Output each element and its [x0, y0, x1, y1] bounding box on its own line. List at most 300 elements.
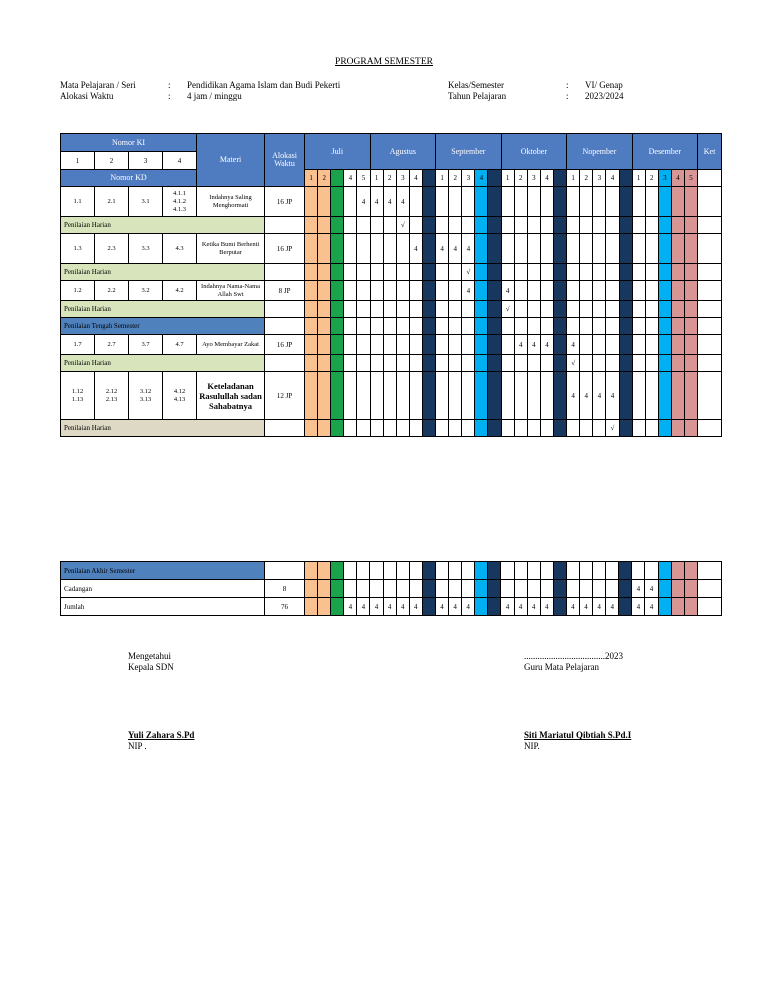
week-cell	[475, 318, 488, 335]
week-cell	[475, 187, 488, 217]
week-cell	[671, 217, 684, 234]
week-cell	[632, 187, 645, 217]
ket-cell	[698, 170, 722, 187]
week-cell	[554, 301, 567, 318]
week-cell	[331, 355, 344, 372]
week-number: 5	[357, 170, 370, 187]
week-cell	[658, 318, 671, 335]
week-cell	[619, 598, 632, 616]
week-number	[554, 170, 567, 187]
week-cell	[501, 420, 514, 437]
week-cell	[527, 372, 540, 420]
week-cell	[344, 318, 357, 335]
week-cell	[645, 420, 658, 437]
week-cell: 4	[357, 187, 370, 217]
week-number: 4	[540, 170, 553, 187]
week-cell	[580, 335, 593, 355]
table-row	[61, 234, 722, 264]
week-cell	[501, 562, 514, 580]
week-cell	[567, 281, 580, 301]
materi-cell: Ayo Membayar Zakat	[197, 335, 265, 355]
ket-cell	[698, 187, 722, 217]
week-cell	[580, 264, 593, 281]
week-cell: 4	[566, 598, 579, 616]
week-cell	[318, 372, 331, 420]
week-cell	[318, 580, 331, 598]
week-cell	[632, 372, 645, 420]
week-cell	[684, 318, 697, 335]
week-cell	[540, 281, 553, 301]
week-cell	[422, 301, 435, 318]
week-cell: 4	[632, 580, 645, 598]
week-number: 1	[567, 170, 580, 187]
week-cell	[514, 264, 527, 281]
week-cell	[527, 355, 540, 372]
week-cell	[488, 318, 501, 335]
week-cell	[540, 217, 553, 234]
week-cell	[684, 301, 697, 318]
week-cell	[684, 234, 697, 264]
week-cell	[606, 301, 619, 318]
week-cell	[357, 301, 370, 318]
week-cell	[619, 580, 632, 598]
week-cell	[658, 335, 671, 355]
week-cell	[318, 355, 331, 372]
week-cell	[554, 318, 567, 335]
week-cell	[370, 420, 383, 437]
subject-label: Mata Pelajaran / Seri	[60, 80, 136, 90]
week-cell: 4	[462, 234, 475, 264]
week-cell	[383, 217, 396, 234]
table-row	[61, 318, 722, 335]
alokasi-cell	[265, 355, 305, 372]
table-row	[61, 301, 722, 318]
week-cell	[645, 234, 658, 264]
week-cell	[357, 420, 370, 437]
week-number: 4	[344, 170, 357, 187]
week-cell	[475, 234, 488, 264]
week-cell: 4	[593, 598, 606, 616]
week-cell	[554, 335, 567, 355]
week-number: 1	[436, 170, 449, 187]
week-cell	[305, 264, 318, 281]
week-cell	[370, 264, 383, 281]
week-cell	[331, 598, 344, 616]
week-cell	[645, 217, 658, 234]
week-cell	[396, 580, 409, 598]
kd-cell: 1.7	[61, 335, 95, 355]
week-cell	[540, 420, 553, 437]
week-cell	[553, 598, 566, 616]
week-cell	[527, 301, 540, 318]
week-cell: 4	[593, 372, 606, 420]
week-cell	[593, 187, 606, 217]
week-cell	[488, 355, 501, 372]
week-cell	[357, 335, 370, 355]
time-label: Alokasi Waktu	[60, 91, 114, 101]
week-cell	[554, 355, 567, 372]
week-cell	[409, 264, 422, 281]
week-cell	[645, 318, 658, 335]
week-cell	[331, 335, 344, 355]
week-cell: 4	[370, 187, 383, 217]
week-cell	[619, 301, 632, 318]
kd-cell: 1.3	[61, 234, 95, 264]
week-cell	[318, 187, 331, 217]
week-cell	[305, 234, 318, 264]
week-number: 3	[396, 170, 409, 187]
week-cell	[331, 420, 344, 437]
kd-cell: 2.1	[95, 187, 129, 217]
week-cell	[671, 234, 684, 264]
table-row	[61, 187, 722, 217]
week-cell	[488, 264, 501, 281]
week-cell	[357, 264, 370, 281]
week-cell	[344, 301, 357, 318]
kd-cell: 2.3	[95, 234, 129, 264]
week-cell	[396, 234, 409, 264]
week-cell: 4	[645, 580, 658, 598]
week-cell	[671, 580, 684, 598]
week-number: 5	[684, 170, 697, 187]
kd-cell: 1.1	[61, 187, 95, 217]
week-cell	[436, 281, 449, 301]
week-cell	[488, 301, 501, 318]
week-cell	[540, 301, 553, 318]
alokasi-header: Alokasi Waktu	[265, 134, 305, 187]
assessment-label: Penilaian Harian	[61, 420, 265, 437]
week-cell	[370, 281, 383, 301]
week-cell	[501, 234, 514, 264]
week-cell	[383, 420, 396, 437]
week-cell: 4	[514, 335, 527, 355]
week-cell	[462, 217, 475, 234]
week-cell	[684, 264, 697, 281]
week-cell	[422, 598, 435, 616]
week-cell	[449, 372, 462, 420]
week-number: 2	[383, 170, 396, 187]
table-row	[61, 335, 722, 355]
summary-label: Penilaian Akhir Semester	[61, 562, 265, 580]
week-cell	[619, 355, 632, 372]
week-cell: 4	[540, 598, 553, 616]
week-cell	[409, 301, 422, 318]
week-cell	[514, 562, 527, 580]
kd-cell: 3.12 3.13	[129, 372, 163, 420]
week-cell: 4	[396, 187, 409, 217]
week-cell	[527, 234, 540, 264]
week-cell: 4	[383, 598, 396, 616]
week-cell	[580, 217, 593, 234]
week-cell	[566, 580, 579, 598]
week-cell	[344, 264, 357, 281]
week-cell	[684, 187, 697, 217]
week-cell: 4	[462, 281, 475, 301]
sign-left-name: Yuli Zahara S.Pd	[128, 730, 195, 740]
week-cell: 4	[462, 598, 475, 616]
week-cell: 4	[396, 598, 409, 616]
week-cell	[671, 187, 684, 217]
week-cell: √	[567, 355, 580, 372]
week-cell	[527, 318, 540, 335]
kd-cell: 3.1	[129, 187, 163, 217]
month-header: Oktober	[501, 134, 567, 170]
week-cell	[370, 217, 383, 234]
week-cell	[593, 335, 606, 355]
week-cell	[527, 562, 540, 580]
week-cell	[527, 580, 540, 598]
week-cell: 4	[436, 234, 449, 264]
week-cell	[684, 217, 697, 234]
week-cell	[658, 301, 671, 318]
ki-number: 2	[95, 152, 129, 170]
week-cell	[370, 301, 383, 318]
week-cell	[645, 264, 658, 281]
alokasi-cell	[265, 318, 305, 335]
week-number: 2	[514, 170, 527, 187]
week-cell: √	[501, 301, 514, 318]
week-cell	[606, 234, 619, 264]
week-cell	[593, 234, 606, 264]
week-cell	[645, 301, 658, 318]
sign-right-name: Siti Mariatul Qibtiah S.Pd.I	[524, 730, 632, 740]
week-cell	[671, 264, 684, 281]
week-cell	[632, 264, 645, 281]
week-cell	[370, 318, 383, 335]
week-cell	[409, 318, 422, 335]
week-cell	[383, 281, 396, 301]
week-cell	[396, 562, 409, 580]
week-cell	[658, 281, 671, 301]
week-number	[619, 170, 632, 187]
week-cell	[396, 335, 409, 355]
ket-cell	[698, 281, 722, 301]
week-cell	[606, 281, 619, 301]
week-cell: 4	[567, 372, 580, 420]
week-number: 4	[475, 170, 488, 187]
week-cell	[632, 355, 645, 372]
kd-cell: 2.12 2.13	[95, 372, 129, 420]
week-cell	[658, 598, 671, 616]
week-cell	[383, 562, 396, 580]
week-cell	[671, 598, 684, 616]
week-cell	[383, 335, 396, 355]
week-cell	[449, 301, 462, 318]
week-cell	[436, 335, 449, 355]
week-cell	[436, 217, 449, 234]
week-cell	[554, 187, 567, 217]
week-cell	[383, 355, 396, 372]
alokasi-cell: 12 JP	[265, 372, 305, 420]
week-cell: 4	[370, 598, 383, 616]
week-cell: 4	[606, 372, 619, 420]
week-cell	[684, 598, 697, 616]
week-cell	[632, 562, 645, 580]
alokasi-cell: 16 JP	[265, 234, 305, 264]
page-title: PROGRAM SEMESTER	[335, 57, 433, 67]
week-cell: √	[606, 420, 619, 437]
week-cell	[684, 420, 697, 437]
week-cell	[449, 318, 462, 335]
week-cell	[409, 281, 422, 301]
week-cell	[619, 562, 632, 580]
week-cell	[567, 264, 580, 281]
table-row	[61, 281, 722, 301]
assessment-label: Penilaian Harian	[61, 264, 265, 281]
week-cell	[684, 281, 697, 301]
week-cell	[580, 420, 593, 437]
week-cell	[462, 372, 475, 420]
week-cell	[501, 580, 514, 598]
week-cell: 4	[344, 598, 357, 616]
week-cell	[684, 355, 697, 372]
week-cell	[396, 281, 409, 301]
week-cell	[305, 318, 318, 335]
week-cell	[671, 335, 684, 355]
week-cell	[514, 355, 527, 372]
kd-cell: 1.12 1.13	[61, 372, 95, 420]
year-label: Tahun Pelajaran	[448, 91, 507, 101]
week-cell	[658, 372, 671, 420]
week-cell	[318, 420, 331, 437]
week-cell	[449, 355, 462, 372]
ket-cell	[698, 217, 722, 234]
week-cell	[331, 372, 344, 420]
week-cell	[658, 562, 671, 580]
week-cell	[422, 318, 435, 335]
week-cell	[658, 234, 671, 264]
week-cell	[501, 318, 514, 335]
week-cell	[488, 598, 501, 616]
week-cell	[658, 187, 671, 217]
week-cell	[671, 562, 684, 580]
kd-cell: 4.12 4.13	[163, 372, 197, 420]
week-cell	[593, 355, 606, 372]
summary-table	[60, 561, 722, 616]
week-cell: 4	[645, 598, 658, 616]
week-number	[488, 170, 501, 187]
week-cell	[488, 335, 501, 355]
week-cell	[540, 234, 553, 264]
week-cell	[370, 580, 383, 598]
ket-cell	[698, 318, 722, 335]
week-number: 2	[645, 170, 658, 187]
week-cell	[305, 187, 318, 217]
week-cell	[422, 217, 435, 234]
week-cell	[488, 580, 501, 598]
week-cell	[449, 420, 462, 437]
materi-header: Materi	[197, 134, 265, 187]
week-cell	[370, 355, 383, 372]
week-cell	[409, 580, 422, 598]
week-cell	[475, 562, 488, 580]
week-cell	[501, 264, 514, 281]
week-cell	[606, 318, 619, 335]
week-cell	[632, 420, 645, 437]
week-cell	[318, 562, 331, 580]
week-cell	[475, 301, 488, 318]
week-cell	[632, 335, 645, 355]
week-cell	[632, 301, 645, 318]
week-cell	[527, 420, 540, 437]
week-cell	[527, 281, 540, 301]
week-cell	[305, 217, 318, 234]
week-cell	[567, 301, 580, 318]
week-cell	[422, 234, 435, 264]
week-cell	[383, 318, 396, 335]
week-cell	[671, 372, 684, 420]
week-cell	[540, 372, 553, 420]
week-cell	[475, 335, 488, 355]
week-cell	[449, 281, 462, 301]
week-cell	[514, 217, 527, 234]
week-cell	[671, 281, 684, 301]
week-cell	[684, 562, 697, 580]
week-cell	[462, 420, 475, 437]
week-cell	[422, 264, 435, 281]
kd-cell: 2.2	[95, 281, 129, 301]
kd-cell: 2.7	[95, 335, 129, 355]
week-cell	[409, 217, 422, 234]
week-cell: 4	[501, 598, 514, 616]
alokasi-cell	[265, 217, 305, 234]
week-cell	[305, 562, 318, 580]
materi-cell: Ketika Bumi Berhenti Berputar	[197, 234, 265, 264]
summary-label: Cadangan	[61, 580, 265, 598]
week-cell	[540, 187, 553, 217]
week-number: 3	[527, 170, 540, 187]
ket-cell	[698, 420, 722, 437]
summary-label: Jumlah	[61, 598, 265, 616]
week-cell	[632, 234, 645, 264]
week-number: 3	[462, 170, 475, 187]
week-cell: 4	[514, 598, 527, 616]
week-cell	[501, 355, 514, 372]
week-cell	[331, 318, 344, 335]
week-cell	[554, 264, 567, 281]
week-cell: √	[462, 264, 475, 281]
week-cell	[357, 580, 370, 598]
week-cell	[475, 264, 488, 281]
week-cell: 4	[567, 335, 580, 355]
week-cell	[488, 562, 501, 580]
week-cell	[344, 281, 357, 301]
week-cell	[422, 355, 435, 372]
week-cell	[396, 372, 409, 420]
class-value: VI/ Genap	[585, 80, 623, 90]
week-cell	[671, 420, 684, 437]
week-cell	[305, 420, 318, 437]
week-cell	[305, 355, 318, 372]
alokasi-cell: 76	[265, 598, 305, 616]
week-cell	[344, 335, 357, 355]
sign-left-line2: Kepala SDN	[128, 662, 174, 672]
week-cell	[409, 372, 422, 420]
alokasi-cell: 16 JP	[265, 335, 305, 355]
week-cell	[645, 355, 658, 372]
ket-cell	[697, 580, 721, 598]
class-label: Kelas/Semester	[448, 80, 504, 90]
week-cell	[475, 281, 488, 301]
assessment-label: Penilaian Harian	[61, 355, 265, 372]
week-cell	[645, 281, 658, 301]
week-cell	[593, 318, 606, 335]
class-colon: :	[566, 80, 569, 90]
week-cell	[318, 335, 331, 355]
week-cell	[462, 562, 475, 580]
week-cell	[658, 580, 671, 598]
week-number: 1	[370, 170, 383, 187]
